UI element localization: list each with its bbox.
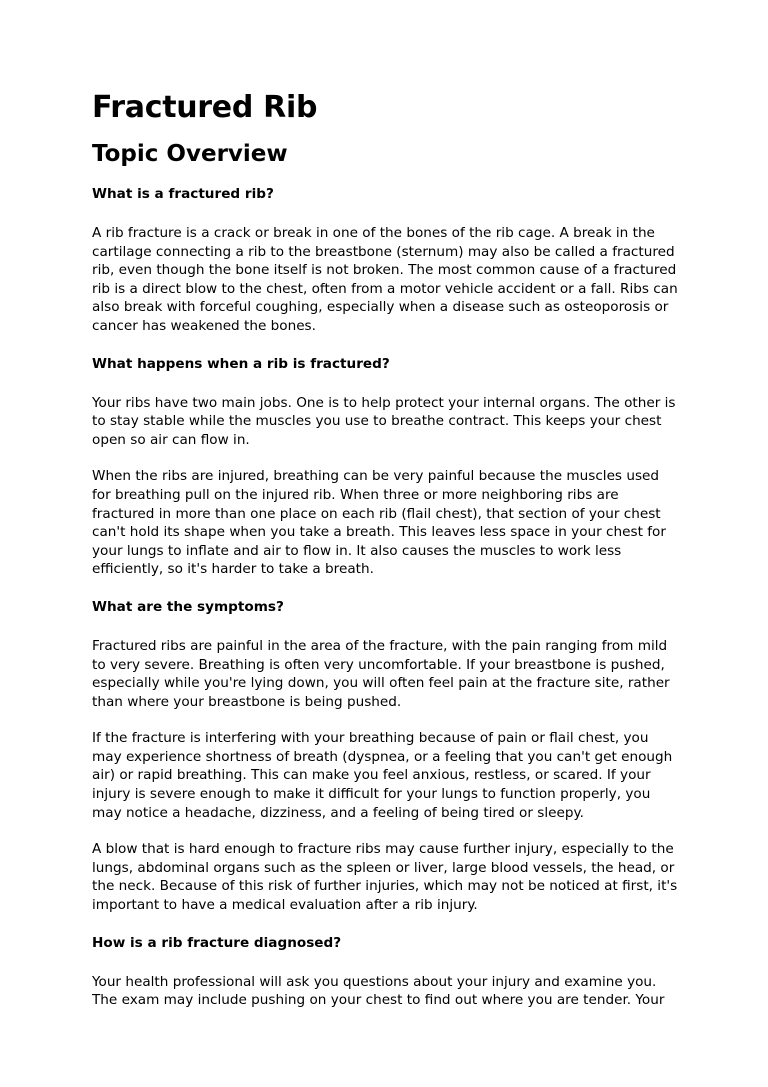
section-what-happens xyxy=(92,354,680,579)
section-what-is xyxy=(92,184,680,336)
paragraph: If the fracture is interfering with your breathing because of pain or flail chest, you may experience shortness of breath (dyspnea, or a feeling that you can't get enough air) or rapid breathing. This can make you feel anxious, restless, or scared. If your injury is severe enough to make it difficult for your lungs to function properly, you may notice a headache, dizziness, and a feeling of being tired or sleepy. xyxy=(92,730,673,821)
paragraph: A blow that is hard enough to fracture ribs may cause further injury, especially to the lungs, abdominal organs such as the spleen or liver, large blood vessels, the head, or the neck. Because of this risk of further injuries, which may not be noticed at first, it's important to have a medical evaluation after a rib injury. xyxy=(92,841,678,914)
paragraph: Your health professional will ask you questions about your injury and examine you. The exam may include pushing on your chest to find out where you are tender. Your xyxy=(92,973,665,1009)
section-symptoms xyxy=(92,597,680,915)
section-diagnosis xyxy=(92,933,680,1010)
question-heading: What is a fractured rib? xyxy=(92,186,274,202)
document-page xyxy=(92,90,680,1028)
question-heading: How is a rib fracture diagnosed? xyxy=(92,934,342,951)
question-heading: What are the symptoms? xyxy=(92,598,284,615)
paragraph: When the ribs are injured, breathing can be very painful because the muscles used for breathing pull on the injured rib. When three or more neighboring ribs are fractured in more than one place on each rib (flail chest), that section of your chest can't hold its shape when you take a breath. This leaves less space in your chest for your lungs to inflate and air to flow in. It also causes the muscles to work less efficiently, so it's harder to take a breath. xyxy=(92,468,666,578)
document-title: Fractured Rib xyxy=(92,90,318,125)
paragraph: A rib fracture is a crack or break in one of the bones of the rib cage. A break in the cartilage connecting a rib to the breastbone (sternum) may also be called a fractured rib, even though the bone itself is not broken. The most common cause of a fractured rib is a direct blow to the chest, often from a motor vehicle accident or a fall. Ribs can also break with forceful coughing, especially when a disease such as osteoporosis or cancer has weakened the bones. xyxy=(92,225,678,334)
paragraph: Fractured ribs are painful in the area of the fracture, with the pain ranging from mild to very severe. Breathing is often very uncomfortable. If your breastbone is pushed, especially while you're lying down, you will often feel pain at the fracture site, rather than where your breastbone is being pushed. xyxy=(92,637,670,710)
question-heading: What happens when a rib is fractured? xyxy=(92,355,390,372)
section-title: Topic Overview xyxy=(92,141,288,167)
paragraph: Your ribs have two main jobs. One is to help protect your internal organs. The other is to stay stable while the muscles you use to breathe contract. This keeps your chest open so air can flow in. xyxy=(92,394,676,448)
